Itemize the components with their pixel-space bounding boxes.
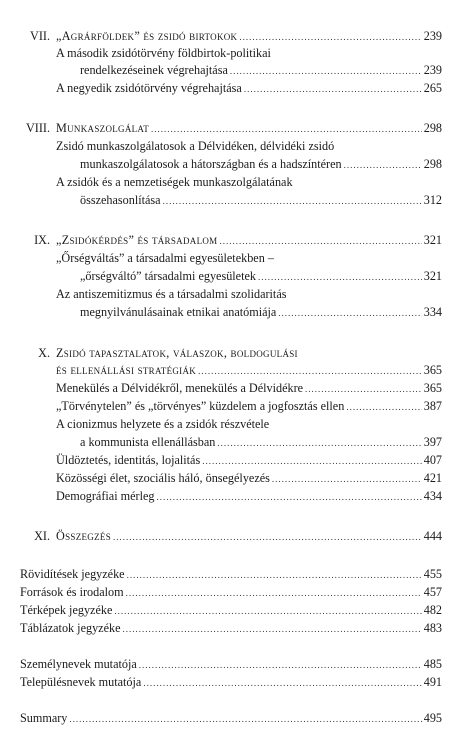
entry-text: Térképek jegyzéke <box>20 603 113 617</box>
page-number: 421 <box>423 471 442 485</box>
page-number: 239 <box>423 63 442 77</box>
page-number: 321 <box>423 233 442 247</box>
page-number: 457 <box>423 585 442 599</box>
chapter-title-line2: és ellenállási stratégiák <box>56 363 197 377</box>
entry-text: Demográfiai mérleg <box>56 489 155 503</box>
dot-leader <box>123 621 422 637</box>
entry-text: „Őrségváltás” a társadalmi egyesületekben – <box>56 251 274 265</box>
entry-text: a kommunista ellenállásban <box>80 435 216 449</box>
entry-text: Közösségi élet, szociális háló, önsegélyezés <box>56 471 270 485</box>
page-number: 444 <box>423 529 442 543</box>
chapter-title: Összegzés <box>56 529 112 543</box>
dot-leader <box>198 363 422 379</box>
page-number: 434 <box>423 489 442 503</box>
dot-leader <box>217 435 421 451</box>
page-number: 397 <box>423 435 442 449</box>
chapter-numeral: VIII. <box>25 121 50 135</box>
entry-text: Személynevek mutatója <box>20 657 137 671</box>
dot-leader <box>305 381 422 397</box>
dot-leader <box>344 157 422 173</box>
entry-text: Források és irodalom <box>20 585 124 599</box>
chapter-numeral: IX. <box>34 233 50 247</box>
dot-leader <box>258 269 422 285</box>
entry-text: rendelkezéseinek végrehajtása <box>80 63 228 77</box>
page-number: 455 <box>423 567 442 581</box>
chapter-title: „Zsidókérdés” és társadalom <box>56 233 218 247</box>
chapter-title: Munkaszolgálat <box>56 121 150 135</box>
dot-leader <box>143 675 421 691</box>
entry-text: összehasonlítása <box>80 193 161 207</box>
entry-text: A zsidók és a nemzetiségek munkaszolgálatának <box>56 175 293 189</box>
chapter-numeral: XI. <box>34 529 50 543</box>
page-number: 365 <box>423 363 442 377</box>
page-number: 491 <box>423 675 442 689</box>
entry-text: Az antiszemitizmus és a társadalmi szolidaritás <box>56 287 287 301</box>
entry-text: A második zsidótörvény földbirtok-politikai <box>56 46 271 60</box>
dot-leader <box>139 657 422 673</box>
entry-text: A negyedik zsidótörvény végrehajtása <box>56 81 242 95</box>
dot-leader <box>239 29 421 45</box>
dot-leader <box>219 233 421 249</box>
page-number: 312 <box>423 193 442 207</box>
chapter-title: „Agrárföldek” és zsidó birtokok <box>56 29 238 43</box>
dot-leader <box>151 121 422 137</box>
page-number: 495 <box>423 711 442 725</box>
chapter-numeral: VII. <box>30 29 50 43</box>
dot-leader <box>244 81 422 97</box>
entry-text: „őrségváltó” társadalmi egyesületek <box>80 269 256 283</box>
page-number: 407 <box>423 453 442 467</box>
page-number: 334 <box>423 305 442 319</box>
dot-leader <box>278 305 421 321</box>
page-number: 485 <box>423 657 442 671</box>
entry-text: Zsidó munkaszolgálatosok a Délvidéken, délvidéki zsidó <box>56 139 335 153</box>
dot-leader <box>69 711 421 727</box>
page-number: 239 <box>423 29 442 43</box>
chapter-title: Zsidó tapasztalatok, válaszok, boldogulási <box>56 346 298 360</box>
page-number: 298 <box>423 121 442 135</box>
dot-leader <box>126 585 422 601</box>
page-number: 365 <box>423 381 442 395</box>
entry-text: A cionizmus helyzete és a zsidók részvétele <box>56 417 270 431</box>
dot-leader <box>113 529 422 545</box>
entry-text: Rövidítések jegyzéke <box>20 567 125 581</box>
entry-text: Táblázatok jegyzéke <box>20 621 121 635</box>
dot-leader <box>230 63 422 79</box>
chapter-numeral: X. <box>38 346 50 360</box>
page-number: 387 <box>423 399 442 413</box>
page-number: 483 <box>423 621 442 635</box>
entry-text: Településnevek mutatója <box>20 675 142 689</box>
dot-leader <box>202 453 422 469</box>
page-number: 321 <box>423 269 442 283</box>
entry-text: „Törvénytelen” és „törvényes” küzdelem a jogfosztás ellen <box>56 399 345 413</box>
entry-text: Üldöztetés, identitás, lojalitás <box>56 453 201 467</box>
dot-leader <box>156 489 421 505</box>
entry-text: megnyilvánulásainak etnikai anatómiája <box>80 305 277 319</box>
dot-leader <box>272 471 422 487</box>
page-number: 265 <box>423 81 442 95</box>
dot-leader <box>127 567 422 583</box>
dot-leader <box>114 603 421 619</box>
entry-text: Summary <box>20 711 68 725</box>
entry-text: Menekülés a Délvidékről, menekülés a Délvidékre <box>56 381 304 395</box>
page-number: 482 <box>423 603 442 617</box>
dot-leader <box>163 193 422 209</box>
entry-text: munkaszolgálatosok a hátországban és a hadszíntéren <box>80 157 342 171</box>
dot-leader <box>346 399 421 415</box>
page-number: 298 <box>423 157 442 171</box>
